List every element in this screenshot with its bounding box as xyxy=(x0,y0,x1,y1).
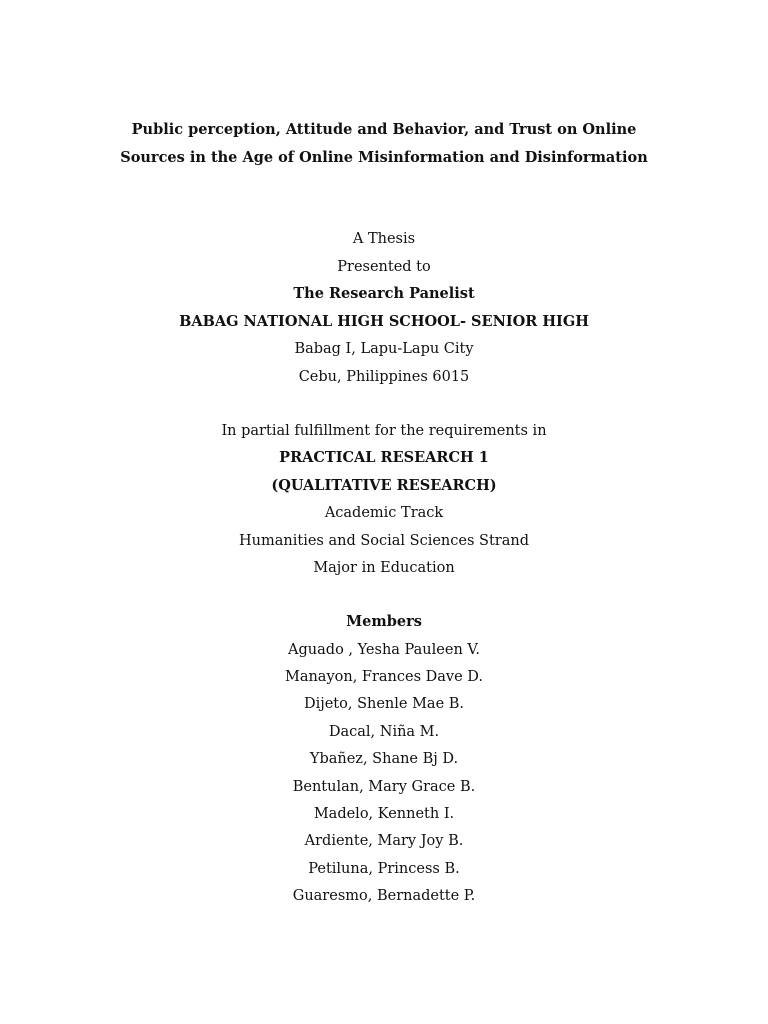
address-line-1: Babag I, Lapu-Lapu City xyxy=(294,341,474,357)
title-line-2: Sources in the Age of Online Misinformation and Disinformation xyxy=(120,149,648,166)
member-name: Ardiente, Mary Joy B. xyxy=(304,833,464,849)
members-heading: Members xyxy=(346,613,422,630)
member-name: Dacal, Niña M. xyxy=(328,724,440,740)
member-name: Bentulan, Mary Grace B. xyxy=(292,779,476,795)
member-name: Dijeto, Shenle Mae B. xyxy=(303,696,465,712)
strand: Humanities and Social Sciences Strand xyxy=(239,533,529,549)
school-name: BABAG NATIONAL HIGH SCHOOL- SENIOR HIGH xyxy=(179,313,589,330)
member-name: Aguado , Yesha Pauleen V. xyxy=(288,642,480,658)
member-name: Guaresmo, Bernadette P. xyxy=(292,888,476,904)
member-name: Madelo, Kenneth I. xyxy=(313,806,455,822)
major: Major in Education xyxy=(313,560,455,576)
member-name: Ybañez, Shane Bj D. xyxy=(309,751,459,767)
presented-to: Presented to xyxy=(337,259,431,275)
course-name: PRACTICAL RESEARCH 1 xyxy=(279,449,489,466)
course-type: (QUALITATIVE RESEARCH) xyxy=(271,477,497,494)
research-panel: The Research Panelist xyxy=(293,285,475,302)
thesis-label: A Thesis xyxy=(352,231,416,247)
member-name: Petiluna, Princess B. xyxy=(308,861,460,877)
academic-track: Academic Track xyxy=(324,505,444,521)
fulfillment-intro: In partial fulfillment for the requirements in xyxy=(221,423,547,439)
member-name: Manayon, Frances Dave D. xyxy=(284,669,484,685)
address-line-2: Cebu, Philippines 6015 xyxy=(298,369,470,385)
title-line-1: Public perception, Attitude and Behavior, and Trust on Online xyxy=(131,121,637,138)
